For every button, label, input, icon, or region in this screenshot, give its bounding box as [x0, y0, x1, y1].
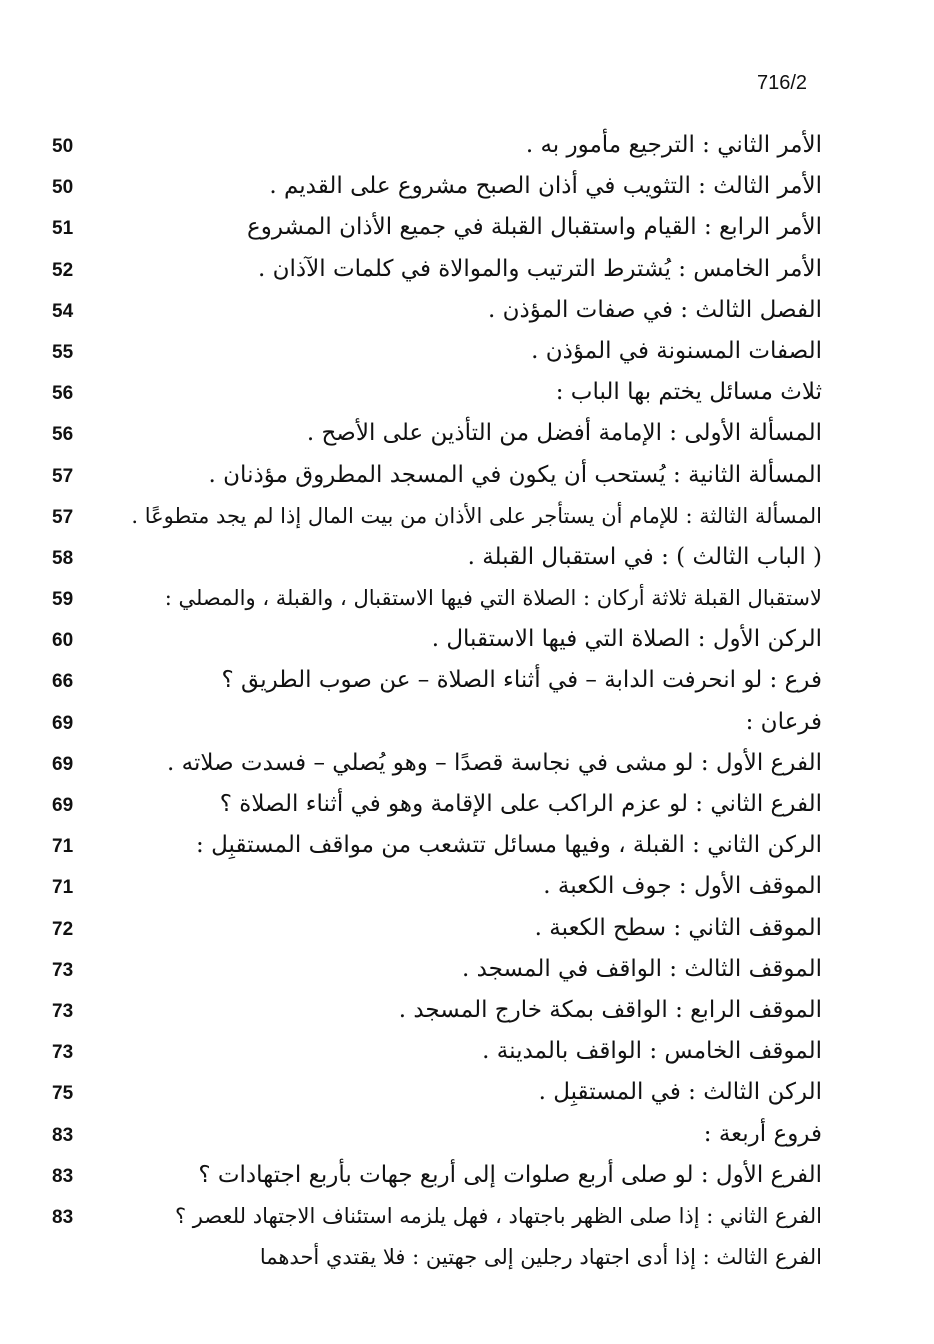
toc-page-number: 73: [52, 1042, 74, 1064]
toc-row: [0, 210, 934, 251]
toc-page-number: 60: [52, 630, 74, 652]
toc-row: [0, 622, 934, 663]
toc-entry-text: المسألة الأولى : الإمامة أفضل من التأذين على الأصح .: [306, 420, 822, 447]
toc-row: [0, 293, 934, 334]
toc-row: [0, 458, 934, 499]
toc-row: [0, 416, 934, 457]
toc-entry-text: فرع : لو انحرفت الدابة – في أثناء الصلاة – عن صوب الطريق ؟: [221, 667, 822, 694]
toc-row: [0, 828, 934, 869]
toc-row: [0, 1240, 934, 1281]
toc-entry-text: الفصل الثالث : في صفات المؤذن .: [488, 296, 822, 323]
toc-row: [0, 169, 934, 210]
toc-page-number: 75: [52, 1083, 74, 1105]
toc-entry-text: الركن الأول : الصلاة التي فيها الاستقبال .: [431, 626, 822, 653]
toc-row: [0, 1199, 934, 1240]
toc-page-number: 51: [52, 218, 74, 240]
toc-row: [0, 1034, 934, 1075]
toc-page-number: 83: [52, 1206, 74, 1228]
toc-row: [0, 663, 934, 704]
toc-page-number: 73: [52, 959, 74, 981]
toc-entry-text: الفرع الأول : لو مشى في نجاسة قصدًا – وهو يُصلي – فسدت صلاته .: [167, 749, 822, 776]
toc-entry-text: لاستقبال القبلة ثلاثة أركان : الصلاة التي فيها الاستقبال ، والقبلة ، والمصلي :: [164, 586, 822, 611]
toc-page-number: 83: [52, 1165, 74, 1187]
toc-entry-text: الفرع الأول : لو صلى أربع صلوات إلى أربع جهات بأربع اجتهادات ؟: [198, 1161, 822, 1188]
toc-page-number: 83: [52, 1124, 74, 1146]
toc-entry-text: الموقف الخامس : الواقف بالمدينة .: [482, 1038, 822, 1065]
toc-row: [0, 540, 934, 581]
toc-entry-text: الأمر الرابع : القيام واستقبال القبلة في جميع الأذان المشروع: [247, 214, 822, 241]
toc-page-number: 69: [52, 712, 74, 734]
toc-page-number: 57: [52, 465, 74, 487]
toc-entry-text: المسألة الثانية : يُستحب أن يكون في المسجد المطروق مؤذنان .: [208, 461, 822, 488]
toc-row: [0, 1075, 934, 1116]
page-reference: 716/2: [757, 72, 808, 94]
toc-row: [0, 705, 934, 746]
toc-entry-text: الفرع الثالث : إذا أدى اجتهاد رجلين إلى جهتين : فلا يقتدي أحدهما: [259, 1245, 822, 1270]
toc-row: [0, 375, 934, 416]
toc-row: [0, 993, 934, 1034]
toc-entry-text: فروع أربعة :: [703, 1120, 822, 1147]
toc-entry-text: الأمر الثاني : الترجيع مأمور به .: [525, 132, 822, 158]
toc-page-number: 71: [52, 836, 74, 858]
toc-page-number: 69: [52, 795, 74, 816]
toc-entry-text: الأمر الخامس : يُشترط الترتيب والموالاة في كلمات الآذان .: [257, 255, 822, 282]
toc-page-number: 50: [52, 177, 74, 199]
toc-entry-text: فرعان :: [745, 708, 822, 735]
toc-row: [0, 952, 934, 993]
toc-row: [0, 869, 934, 910]
toc-page-number: 72: [52, 918, 74, 940]
toc-row: [0, 787, 934, 828]
toc-page-number: 55: [52, 341, 74, 363]
toc-entry-text: الفرع الثاني : لو عزم الراكب على الإقامة وهو في أثناء الصلاة ؟: [219, 791, 822, 817]
toc-row: [0, 128, 934, 169]
toc-entry-text: الموقف الثالث : الواقف في المسجد .: [461, 955, 822, 982]
toc-row: [0, 334, 934, 375]
toc-page-number: 56: [52, 424, 74, 446]
toc-entry-text: ثلاث مسائل يختم بها الباب :: [555, 379, 822, 406]
toc-page-number: 57: [52, 506, 74, 528]
toc-page-number: 58: [52, 547, 74, 569]
toc-page-number: 73: [52, 1000, 74, 1022]
toc-page-number: 59: [52, 589, 74, 611]
toc-page-number: 50: [52, 136, 74, 157]
toc-row: [0, 581, 934, 622]
toc-entry-text: ( الباب الثالث ) : في استقبال القبلة .: [467, 543, 822, 570]
table-of-contents: [0, 128, 934, 1281]
toc-page-number: 56: [52, 383, 74, 405]
toc-page-number: 69: [52, 753, 74, 775]
toc-row: [0, 911, 934, 952]
toc-entry-text: الموقف الأول : جوف الكعبة .: [543, 873, 822, 900]
toc-entry-text: الأمر الثالث : التثويب في أذان الصبح مشروع على القديم .: [269, 173, 822, 200]
toc-row: [0, 499, 934, 540]
toc-entry-text: الفرع الثاني : إذا صلى الظهر باجتهاد ، فهل يلزمه استئناف الاجتهاد للعصر ؟: [174, 1203, 822, 1228]
toc-entry-text: الموقف الرابع : الواقف بمكة خارج المسجد .: [398, 996, 822, 1023]
toc-row: [0, 252, 934, 293]
toc-entry-text: الموقف الثاني : سطح الكعبة .: [534, 914, 822, 941]
toc-entry-text: الصفات المسنونة في المؤذن .: [531, 337, 822, 364]
toc-row: [0, 1158, 934, 1199]
toc-page-number: 66: [52, 671, 74, 693]
toc-entry-text: الركن الثاني : القبلة ، وفيها مسائل تتشعب من مواقف المستقبِل :: [196, 832, 822, 859]
toc-page-number: 52: [52, 259, 74, 281]
toc-row: [0, 746, 934, 787]
toc-entry-text: المسألة الثالثة : للإمام أن يستأجر على الأذان من بيت المال إذا لم يجد متطوعًا .: [131, 503, 822, 528]
toc-page-number: 71: [52, 877, 74, 899]
toc-entry-text: الركن الثالث : في المستقبِل .: [538, 1079, 822, 1106]
toc-page-number: 54: [52, 300, 74, 322]
toc-row: [0, 1117, 934, 1158]
